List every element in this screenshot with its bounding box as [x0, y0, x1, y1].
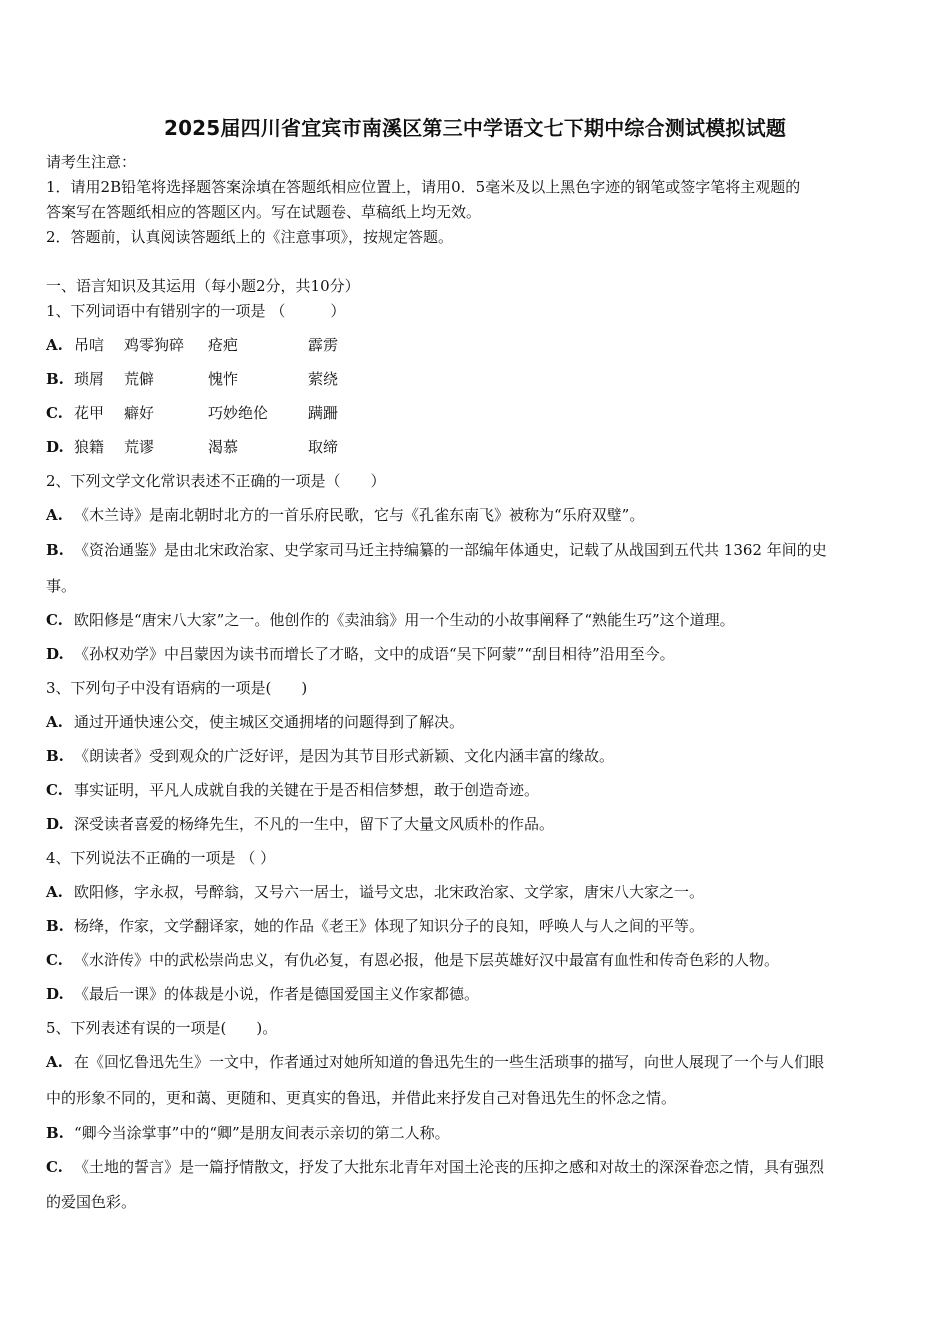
q1-option-b: [46, 369, 368, 389]
q4-option-b: [46, 916, 704, 936]
option-text: 通过开通快速公交，使主城区交通拥堵的问题得到了解决。: [74, 713, 465, 731]
option-label: B.: [46, 1124, 64, 1142]
q2-option-a: [46, 505, 644, 525]
q2-option-c: [46, 610, 735, 630]
word: 疮疤: [208, 336, 239, 354]
option-label: D.: [46, 438, 64, 456]
question-2-stem: 2、下列文学文化常识表述不正确的一项是（ ）: [46, 472, 386, 490]
option-text: 欧阳修，字永叔，号醉翁，又号六一居士，谥号文忠，北宋政治家、文学家，唐宋八大家之一。: [74, 883, 705, 901]
q4-option-a: [46, 882, 704, 902]
q5-option-a-cont: 中的形象不同的，更和蔼、更随和、更真实的鲁迅，并借此来抒发自己对鲁迅先生的怀念之情。: [46, 1089, 677, 1107]
page-title: 2025届四川省宜宾市南溪区第三中学语文七下期中综合测试模拟试题: [163, 116, 787, 140]
word: 癖好: [124, 404, 155, 422]
option-label: A.: [46, 713, 63, 731]
option-text: 杨绛，作家，文学翻译家，她的作品《老王》体现了知识分子的良知，呼唤人与人之间的平等。: [74, 917, 705, 935]
word: 琐屑: [74, 370, 105, 388]
q5-option-b: [46, 1123, 450, 1143]
option-text: 《资治通鉴》是由北宋政治家、史学家司马迁主持编纂的一部编年体通史，记载了从战国到五代共 1362 年间的史: [74, 541, 827, 559]
question-1-stem: 1、下列词语中有错别字的一项是 （ ）: [46, 302, 346, 320]
option-text: 深受读者喜爱的杨绛先生，不凡的一生中，留下了大量文风质朴的作品。: [74, 815, 555, 833]
option-label: B.: [46, 370, 64, 388]
notice-line-2: 2．答题前，认真阅读答题纸上的《注意事项》，按规定答题。: [46, 228, 454, 246]
word: 愧怍: [208, 370, 239, 388]
section-heading: 一、语言知识及其运用（每小题2分，共10分）: [46, 277, 360, 295]
option-label: C.: [46, 404, 63, 422]
option-label: A.: [46, 506, 63, 524]
q5-option-a: [46, 1052, 824, 1072]
option-text: 《土地的誓言》是一篇抒情散文，抒发了大批东北青年对国土沦丧的压抑之感和对故土的深深眷恋之情，具有强烈: [74, 1158, 825, 1176]
option-label: C.: [46, 951, 63, 969]
q4-option-c: [46, 950, 779, 970]
word: 蹒跚: [308, 404, 339, 422]
notice-heading: 请考生注意：: [46, 153, 137, 171]
option-label: D.: [46, 645, 64, 663]
option-text: 在《回忆鲁迅先生》一文中，作者通过对她所知道的鲁迅先生的一些生活琐事的描写，向世人展现了一个与人们眼: [74, 1053, 825, 1071]
option-text: 事实证明，平凡人成就自我的关键在于是否相信梦想，敢于创造奇迹。: [74, 781, 540, 799]
word: 鸡零狗碎: [124, 336, 185, 354]
q1-option-a: [46, 335, 368, 355]
option-text: 欧阳修是“唐宋八大家”之一。他创作的《卖油翁》用一个生动的小故事阐释了“熟能生巧”这个道理。: [74, 611, 735, 629]
notice-line-1a: 1．请用2B铅笔将选择题答案涂填在答题纸相应位置上，请用0．5毫米及以上黑色字迹的钢笔或签字笔将主观题的: [46, 178, 801, 196]
word: 荒僻: [124, 370, 155, 388]
option-label: C.: [46, 1158, 63, 1176]
word: 吊唁: [74, 336, 105, 354]
question-5-stem: 5、下列表述有误的一项是( )。: [46, 1019, 278, 1037]
q2-option-d: [46, 644, 675, 664]
word: 渴慕: [208, 438, 239, 456]
word: 花甲: [74, 404, 105, 422]
q1-option-c: [46, 403, 368, 423]
option-text: 《最后一课》的体裁是小说，作者是德国爱国主义作家都德。: [74, 985, 480, 1003]
word: 萦绕: [308, 370, 339, 388]
q5-option-c: [46, 1157, 824, 1177]
option-label: C.: [46, 611, 63, 629]
word: 霹雳: [308, 336, 339, 354]
option-text: 《孙权劝学》中吕蒙因为读书而增长了才略，文中的成语“吴下阿蒙”“刮目相待”沿用至今。: [74, 645, 675, 663]
option-label: B.: [46, 541, 64, 559]
option-label: A.: [46, 1053, 63, 1071]
option-text: 《木兰诗》是南北朝时北方的一首乐府民歌，它与《孔雀东南飞》被称为“乐府双璧”。: [74, 506, 645, 524]
option-label: B.: [46, 917, 64, 935]
word: 取缔: [308, 438, 339, 456]
notice-line-1b: 答案写在答题纸相应的答题区内。写在试题卷、草稿纸上均无效。: [46, 203, 482, 221]
q2-option-b: [46, 540, 827, 560]
q4-option-d: [46, 984, 479, 1004]
q3-option-b: [46, 746, 614, 766]
question-3-stem: 3、下列句子中没有语病的一项是( ): [46, 679, 308, 697]
q3-option-c: [46, 780, 539, 800]
option-label: B.: [46, 747, 64, 765]
option-text: 《水浒传》中的武松崇尚忠义，有仇必复，有恩必报，他是下层英雄好汉中最富有血性和传奇色彩的人物。: [74, 951, 780, 969]
question-4-stem: 4、下列说法不正确的一项是 （ ）: [46, 849, 276, 867]
q5-option-c-cont: 的爱国色彩。: [46, 1193, 137, 1211]
option-label: D.: [46, 815, 64, 833]
word: 巧妙绝伦: [208, 404, 269, 422]
option-label: A.: [46, 336, 63, 354]
word: 荒谬: [124, 438, 155, 456]
option-text: “卿今当涂掌事”中的“卿”是朋友间表示亲切的第二人称。: [74, 1124, 450, 1142]
option-label: C.: [46, 781, 63, 799]
word: 狼籍: [74, 438, 105, 456]
q2-option-b-cont: 事。: [46, 577, 77, 595]
option-text: 《朗读者》受到观众的广泛好评，是因为其节目形式新颖、文化内涵丰富的缘故。: [74, 747, 615, 765]
q3-option-d: [46, 814, 554, 834]
q3-option-a: [46, 712, 464, 732]
q1-option-d: [46, 437, 368, 457]
option-label: D.: [46, 985, 64, 1003]
option-label: A.: [46, 883, 63, 901]
